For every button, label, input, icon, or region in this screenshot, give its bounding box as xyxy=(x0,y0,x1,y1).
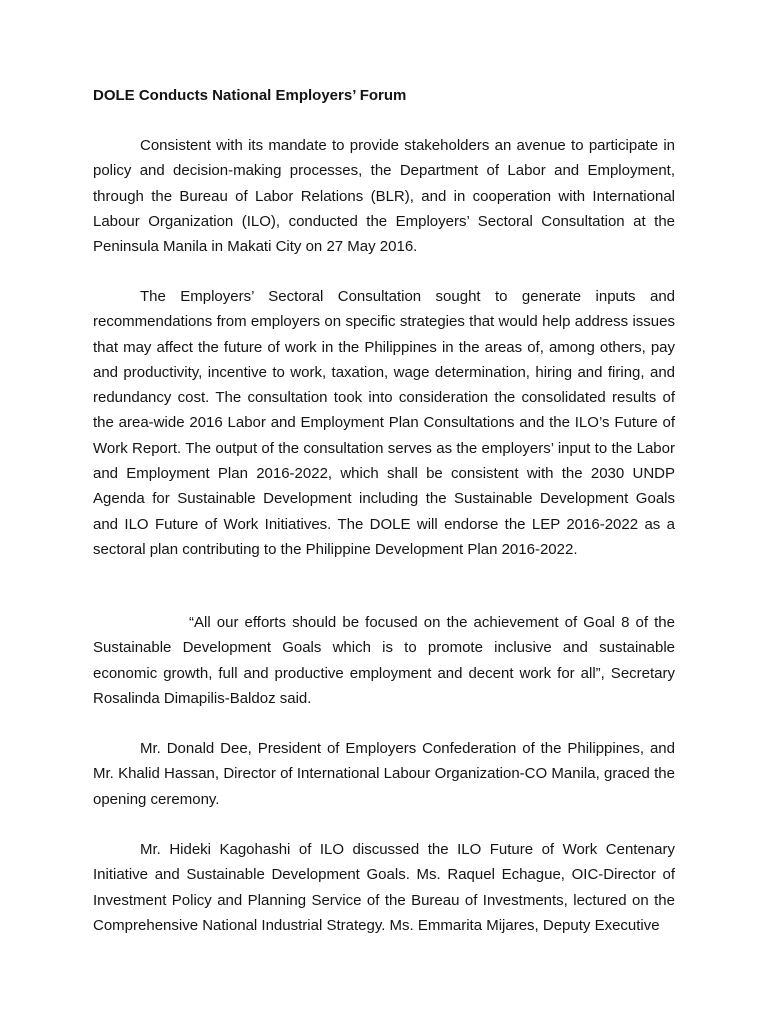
page-title: DOLE Conducts National Employers’ Forum xyxy=(93,87,407,104)
paragraph-opening-ceremony: Mr. Donald Dee, President of Employers Confederation of the Philippines, and Mr. Khalid Hassan, Director of International Labour Organization-CO Manila, graced the opening ceremony. xyxy=(93,740,675,808)
paragraph-consultation: The Employers’ Sectoral Consultation sought to generate inputs and recommendations from employers on specific strategies that would help address issues that may affect the future of work in the Philippines in the areas of, among others, pay and productivity, incentive to work, taxation, wage determination, hiring and firing, and redundancy cost. The consultation took into consideration the consolidated results of the area-wide 2016 Labor and Employment Plan Consultations and the ILO’s Future of Work Report. The output of the consultation serves as the employers’ input to the Labor and Employment Plan 2016-2022, which shall be consistent with the 2030 UNDP Agenda for Sustainable Development including the Sustainable Development Goals and ILO Future of Work Initiatives. The DOLE will endorse the LEP 2016-2022 as a sectoral plan contributing to the Philippine Development Plan 2016-2022. xyxy=(93,288,675,558)
paragraph-speakers: Mr. Hideki Kagohashi of ILO discussed the ILO Future of Work Centenary Initiative and Sustainable Development Goals. Ms. Raquel Echague, OIC-Director of Investment Policy and Planning Service of the Bureau of Investments, lectured on the Comprehensive National Industrial Strategy. Ms. Emmarita Mijares, Deputy Executive xyxy=(93,841,675,934)
paragraph-quote: “All our efforts should be focused on the achievement of Goal 8 of the Sustainable Development Goals which is to promote inclusive and sustainable economic growth, full and productive employment and decent work for all”, Secretary Rosalinda Dimapilis-Baldoz said. xyxy=(93,614,675,707)
paragraph-intro: Consistent with its mandate to provide stakeholders an avenue to participate in policy and decision-making processes, the Department of Labor and Employment, through the Bureau of Labor Relations (BLR), and in cooperation with International Labour Organization (ILO), conducted the Employers’ Sectoral Consultation at the Peninsula Manila in Makati City on 27 May 2016. xyxy=(93,137,675,256)
